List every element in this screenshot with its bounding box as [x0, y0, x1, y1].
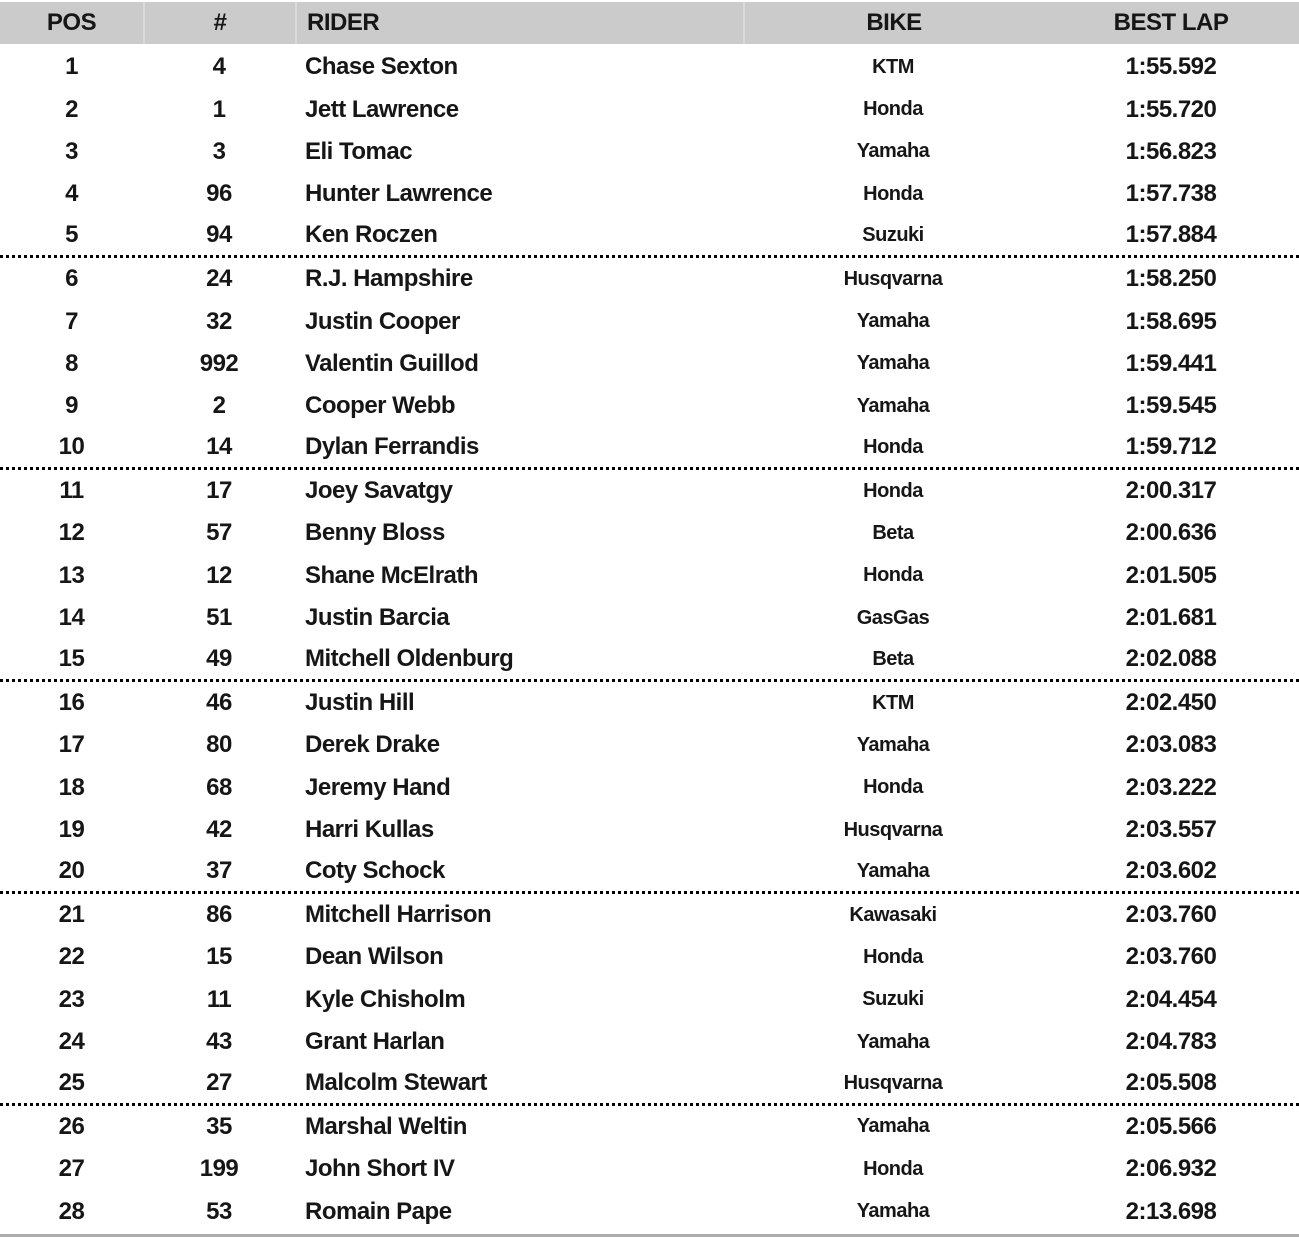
table-row: [0, 1063, 1299, 1105]
cell-pos: 19: [58, 816, 85, 844]
cell-number: 199: [199, 1155, 239, 1183]
table-row: [0, 851, 1299, 893]
table-row: [0, 131, 1299, 173]
cell-bike: Yamaha: [856, 140, 930, 163]
cell-best-lap: 2:04.783: [1125, 1028, 1217, 1056]
table-row: [0, 88, 1299, 130]
cell-pos: 10: [58, 433, 85, 461]
cell-pos: 24: [58, 1028, 85, 1056]
cell-rider: Benny Bloss: [305, 519, 445, 547]
cell-best-lap: 2:03.602: [1125, 857, 1217, 885]
cell-best-lap: 2:03.760: [1125, 943, 1217, 971]
cell-best-lap: 2:01.505: [1125, 561, 1217, 589]
table-row: [0, 682, 1299, 724]
cell-rider: Derek Drake: [305, 731, 440, 759]
cell-bike: Yamaha: [856, 1200, 930, 1223]
table-row: [0, 385, 1299, 427]
cell-best-lap: 1:57.738: [1125, 180, 1217, 208]
cell-rider: Justin Hill: [305, 689, 415, 717]
cell-pos: 27: [58, 1155, 85, 1183]
table-row: [0, 597, 1299, 639]
cell-rider: Hunter Lawrence: [305, 180, 493, 208]
table-body: [0, 46, 1299, 1233]
cell-bike: GasGas: [856, 606, 930, 629]
cell-rider: Joey Savatgy: [305, 477, 453, 505]
cell-number: 53: [206, 1197, 232, 1225]
cell-number: 992: [199, 349, 239, 377]
cell-number: 2: [212, 392, 226, 420]
header-pos: POS: [46, 9, 97, 36]
cell-number: 94: [206, 221, 232, 249]
cell-rider: Grant Harlan: [305, 1028, 445, 1056]
cell-bike: Honda: [863, 435, 923, 458]
cell-rider: Cooper Webb: [305, 392, 456, 420]
table-row: [0, 1148, 1299, 1190]
table-row: [0, 258, 1299, 300]
cell-rider: Eli Tomac: [305, 137, 413, 165]
cell-pos: 9: [65, 392, 78, 420]
table-row: [0, 724, 1299, 766]
cell-pos: 18: [58, 773, 85, 801]
table-row: [0, 343, 1299, 385]
table-row: [0, 639, 1299, 681]
cell-rider: Malcolm Stewart: [305, 1069, 487, 1097]
cell-bike: Honda: [863, 564, 923, 587]
table-row: [0, 555, 1299, 597]
cell-pos: 1: [65, 53, 78, 81]
cell-pos: 5: [65, 221, 78, 249]
cell-number: 1: [212, 95, 226, 123]
cell-best-lap: 2:13.698: [1125, 1197, 1217, 1225]
cell-rider: Mitchell Harrison: [305, 901, 492, 928]
cell-best-lap: 2:04.454: [1125, 985, 1217, 1013]
cell-best-lap: 2:03.760: [1125, 901, 1217, 928]
table-row: [0, 809, 1299, 851]
header-bike: BIKE: [743, 2, 1043, 44]
table-row: [0, 300, 1299, 342]
cell-pos: 25: [58, 1069, 85, 1097]
cell-bike: Husqvarna: [843, 818, 943, 841]
cell-number: 57: [206, 519, 232, 547]
table-row: [0, 979, 1299, 1021]
cell-rider: Marshal Weltin: [305, 1112, 467, 1140]
cell-best-lap: 1:59.545: [1125, 392, 1217, 420]
cell-bike: Beta: [872, 647, 914, 670]
cell-number: 4: [212, 53, 226, 81]
cell-number: 43: [206, 1028, 232, 1056]
cell-rider: Jeremy Hand: [305, 773, 451, 801]
cell-bike: Beta: [872, 521, 914, 544]
cell-number: 27: [206, 1069, 232, 1097]
cell-bike: Honda: [863, 479, 923, 502]
cell-bike: KTM: [872, 55, 914, 78]
cell-bike: Suzuki: [862, 988, 924, 1011]
cell-pos: 21: [58, 901, 85, 928]
cell-bike: Yamaha: [856, 1115, 930, 1138]
cell-number: 3: [212, 137, 226, 165]
table-header: [0, 2, 1299, 44]
cell-rider: R.J. Hampshire: [305, 265, 473, 293]
cell-number: 32: [206, 307, 232, 335]
cell-rider: Harri Kullas: [305, 816, 434, 844]
cell-rider: Dylan Ferrandis: [305, 433, 479, 461]
cell-pos: 17: [58, 731, 85, 759]
cell-pos: 15: [58, 645, 85, 673]
cell-best-lap: 2:00.317: [1125, 477, 1217, 505]
cell-best-lap: 2:03.083: [1125, 731, 1217, 759]
cell-pos: 23: [58, 985, 85, 1013]
cell-best-lap: 2:02.450: [1125, 689, 1217, 717]
cell-number: 17: [206, 477, 232, 505]
cell-number: 46: [206, 689, 232, 717]
cell-rider: John Short IV: [305, 1155, 455, 1183]
cell-pos: 16: [58, 689, 85, 717]
cell-number: 35: [206, 1112, 232, 1140]
cell-pos: 6: [65, 265, 78, 293]
table-row: [0, 767, 1299, 809]
cell-bike: Honda: [863, 945, 923, 968]
cell-number: 49: [206, 645, 232, 673]
cell-pos: 3: [65, 137, 78, 165]
cell-number: 37: [206, 857, 232, 885]
cell-best-lap: 1:57.884: [1125, 221, 1217, 249]
cell-number: 15: [206, 943, 232, 971]
cell-pos: 22: [58, 943, 85, 971]
cell-best-lap: 1:55.720: [1125, 95, 1217, 123]
cell-number: 24: [206, 265, 232, 293]
cell-number: 14: [206, 433, 232, 461]
table-row: [0, 894, 1299, 936]
cell-pos: 12: [58, 519, 85, 547]
table-row: [0, 46, 1299, 88]
table-bottom-border: [0, 1234, 1299, 1237]
cell-rider: Mitchell Oldenburg: [305, 645, 514, 673]
table-row: [0, 1021, 1299, 1063]
cell-best-lap: 2:03.557: [1125, 816, 1217, 844]
cell-pos: 14: [58, 604, 85, 632]
cell-bike: KTM: [872, 691, 914, 714]
cell-best-lap: 2:03.222: [1125, 773, 1217, 801]
cell-best-lap: 1:56.823: [1125, 137, 1217, 165]
cell-bike: Honda: [863, 776, 923, 799]
cell-rider: Coty Schock: [305, 857, 445, 885]
table-row: [0, 428, 1299, 470]
cell-bike: Suzuki: [862, 223, 924, 246]
header-number: #: [143, 2, 295, 44]
cell-bike: Yamaha: [856, 733, 930, 756]
cell-rider: Shane McElrath: [305, 561, 479, 589]
cell-bike: Husqvarna: [843, 267, 943, 290]
cell-rider: Ken Roczen: [305, 221, 438, 249]
header-best-lap: BEST LAP: [1113, 9, 1229, 36]
cell-best-lap: 1:58.695: [1125, 307, 1217, 335]
cell-number: 11: [206, 985, 232, 1013]
cell-pos: 11: [59, 477, 84, 505]
table-row: [0, 216, 1299, 258]
cell-best-lap: 1:58.250: [1125, 265, 1217, 293]
cell-bike: Yamaha: [856, 352, 930, 375]
cell-pos: 28: [58, 1197, 85, 1225]
cell-rider: Dean Wilson: [305, 943, 444, 971]
cell-bike: Kawasaki: [849, 903, 937, 926]
cell-best-lap: 2:00.636: [1125, 519, 1217, 547]
cell-number: 80: [206, 731, 232, 759]
table-row: [0, 936, 1299, 978]
cell-rider: Romain Pape: [305, 1197, 452, 1225]
cell-bike: Yamaha: [856, 394, 930, 417]
cell-pos: 2: [65, 95, 78, 123]
cell-number: 12: [206, 561, 232, 589]
cell-rider: Jett Lawrence: [305, 95, 459, 123]
cell-number: 96: [206, 180, 232, 208]
table-row: [0, 1106, 1299, 1148]
cell-pos: 7: [65, 307, 78, 335]
cell-bike: Husqvarna: [843, 1071, 943, 1094]
cell-bike: Yamaha: [856, 1030, 930, 1053]
header-rider: RIDER: [295, 2, 743, 44]
cell-number: 68: [206, 773, 232, 801]
cell-rider: Kyle Chisholm: [305, 985, 466, 1013]
cell-rider: Chase Sexton: [305, 53, 458, 81]
cell-bike: Yamaha: [856, 859, 930, 882]
cell-number: 51: [206, 604, 232, 632]
cell-rider: Valentin Guillod: [305, 349, 479, 377]
cell-bike: Honda: [863, 1157, 923, 1180]
cell-pos: 26: [58, 1112, 85, 1140]
cell-best-lap: 2:05.566: [1125, 1112, 1217, 1140]
cell-best-lap: 2:06.932: [1125, 1155, 1217, 1183]
cell-rider: Justin Cooper: [305, 307, 460, 335]
table-row: [0, 470, 1299, 512]
cell-pos: 13: [58, 561, 85, 589]
cell-bike: Honda: [863, 182, 923, 205]
cell-number: 42: [206, 816, 232, 844]
cell-best-lap: 1:59.441: [1125, 349, 1217, 377]
table-row: [0, 512, 1299, 554]
cell-best-lap: 2:01.681: [1125, 604, 1217, 632]
cell-bike: Yamaha: [856, 310, 930, 333]
cell-rider: Justin Barcia: [305, 604, 450, 632]
cell-best-lap: 1:55.592: [1125, 53, 1217, 81]
table-row: [0, 1191, 1299, 1233]
cell-best-lap: 1:59.712: [1125, 433, 1217, 461]
cell-bike: Honda: [863, 98, 923, 121]
cell-best-lap: 2:05.508: [1125, 1069, 1217, 1097]
cell-best-lap: 2:02.088: [1125, 645, 1217, 673]
cell-pos: 4: [65, 180, 78, 208]
table-row: [0, 173, 1299, 215]
cell-pos: 8: [65, 349, 78, 377]
cell-number: 86: [206, 901, 232, 928]
cell-pos: 20: [58, 857, 85, 885]
